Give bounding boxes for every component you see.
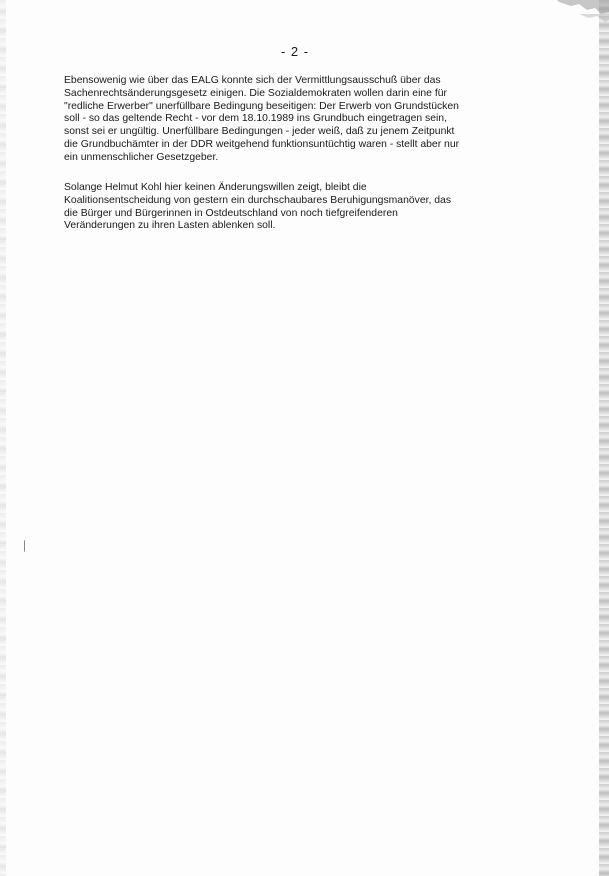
text-line: die Grundbuchämter in der DDR weitgehend funktionsuntüchtig waren - stellt aber nur	[64, 138, 460, 150]
scan-right-edge	[599, 0, 609, 876]
text-line: sonst sei er ungültig. Unerfüllbare Bedingungen - jeder weiß, daß zu jenem Zeitpunkt	[64, 126, 455, 138]
text-line: "redliche Erwerber" unerfüllbare Bedingung beseitigen: Der Erwerb von Grundstücken	[64, 100, 459, 112]
scan-mark	[24, 540, 27, 552]
text-line: Koalitionsentscheidung von gestern ein durchschaubares Beruhigungsmanöver, das	[64, 194, 452, 206]
text-line: Sachenrechtsänderungsgesetz einigen. Die Sozialdemokraten wollen darin eine für	[64, 87, 447, 99]
text-line: Veränderungen zu ihren Lasten ablenken soll.	[64, 220, 276, 232]
paragraph-1	[64, 75, 504, 165]
text-line: soll - so das geltende Recht - vor dem 18.10.1989 ins Grundbuch eingetragen sein,	[64, 113, 447, 125]
scan-left-edge	[0, 0, 6, 876]
page-number: - 2 -	[280, 44, 310, 59]
text-line: die Bürger und Bürgerinnen in Ostdeutschland von noch tiefgreifenderen	[64, 207, 398, 219]
scan-corner-artifact	[549, 0, 609, 26]
text-line: Solange Helmut Kohl hier keinen Änderungswillen zeigt, bleibt die	[64, 182, 367, 193]
text-line: ein unmenschlicher Gesetzgeber.	[64, 151, 219, 163]
text-line: Ebensowenig wie über das EALG konnte sich der Vermittlungsausschuß über das	[64, 75, 441, 86]
paragraph-2	[64, 182, 504, 233]
